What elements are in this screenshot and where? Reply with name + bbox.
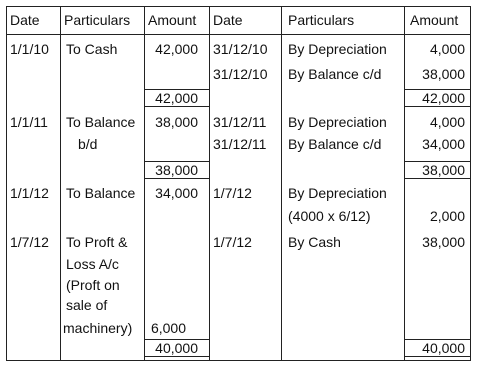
credit-amount-4: 34,000 bbox=[422, 136, 465, 152]
debit-particulars-1: To Cash bbox=[66, 41, 118, 57]
debit-particulars-4c: (Proft on bbox=[66, 277, 120, 293]
debit-amount-1: 42,000 bbox=[155, 41, 198, 57]
debit-amount-2: 38,000 bbox=[155, 114, 198, 130]
credit-particulars-3: By Depreciation bbox=[288, 114, 387, 130]
border-bottom bbox=[6, 360, 471, 361]
col-sep-date-particulars-right bbox=[281, 6, 282, 361]
debit-amount-4: 6,000 bbox=[150, 320, 186, 336]
border-right bbox=[470, 6, 471, 361]
credit-date-3: 31/12/11 bbox=[213, 114, 267, 130]
header-particulars-left: Particulars bbox=[64, 12, 131, 28]
credit-amount-3: 4,000 bbox=[429, 114, 465, 130]
credit-date-5: 1/7/12 bbox=[213, 185, 252, 201]
credit-amount-2: 38,000 bbox=[422, 66, 465, 82]
debit-subtotal-2010: 42,000 bbox=[155, 90, 198, 106]
credit-subtotal-2010: 42,000 bbox=[422, 90, 465, 106]
debit-particulars-3: To Balance bbox=[66, 185, 136, 201]
header-particulars-right: Particulars bbox=[288, 12, 355, 28]
credit-date-6: 1/7/12 bbox=[213, 234, 252, 250]
header-underline bbox=[6, 34, 471, 35]
debit-date-4: 1/7/12 bbox=[10, 234, 49, 250]
credit-particulars-1: By Depreciation bbox=[288, 41, 387, 57]
debit-date-2: 1/1/11 bbox=[10, 114, 48, 130]
header-amount-left: Amount bbox=[148, 12, 197, 28]
debit-date-1: 1/1/10 bbox=[10, 41, 49, 57]
credit-particulars-6: By Cash bbox=[288, 234, 341, 250]
debit-subtotal-2011: 38,000 bbox=[155, 162, 198, 178]
credit-particulars-4: By Balance c/d bbox=[288, 136, 382, 152]
credit-amount-6: 38,000 bbox=[422, 234, 465, 250]
credit-date-4: 31/12/11 bbox=[213, 136, 267, 152]
header-date-right: Date bbox=[213, 12, 243, 28]
debit-total-2012: 40,000 bbox=[155, 340, 198, 356]
debit-particulars-4d: sale of bbox=[66, 297, 108, 313]
debit-date-3: 1/1/12 bbox=[10, 185, 49, 201]
credit-particulars-5a: By Depreciation bbox=[288, 185, 387, 201]
credit-total-2012: 40,000 bbox=[422, 340, 465, 356]
border-left bbox=[6, 6, 7, 361]
credit-amount-1: 4,000 bbox=[429, 41, 465, 57]
border-top bbox=[6, 6, 471, 7]
debit-particulars-4a: To Proft & bbox=[66, 234, 128, 250]
credit-date-2: 31/12/10 bbox=[213, 66, 268, 82]
debit-particulars-4b: Loss A/c bbox=[66, 256, 119, 272]
header-amount-right: Amount bbox=[410, 12, 459, 28]
debit-particulars-2a: To Balance bbox=[66, 114, 136, 130]
credit-particulars-2: By Balance c/d bbox=[288, 66, 382, 82]
debit-particulars-2b: b/d bbox=[78, 136, 98, 152]
col-sep-center bbox=[209, 6, 210, 361]
credit-particulars-5b: (4000 x 6/12) bbox=[288, 208, 371, 224]
col-sep-particulars-amount-left bbox=[144, 6, 145, 361]
debit-particulars-4e: machinery) bbox=[63, 320, 133, 336]
col-sep-date-particulars-left bbox=[60, 6, 61, 361]
credit-subtotal-2011: 38,000 bbox=[422, 162, 465, 178]
credit-amount-5: 2,000 bbox=[429, 208, 465, 224]
col-sep-particulars-amount-right bbox=[404, 6, 405, 361]
header-date-left: Date bbox=[10, 12, 40, 28]
debit-amount-3: 34,000 bbox=[155, 185, 198, 201]
credit-date-1: 31/12/10 bbox=[213, 41, 268, 57]
